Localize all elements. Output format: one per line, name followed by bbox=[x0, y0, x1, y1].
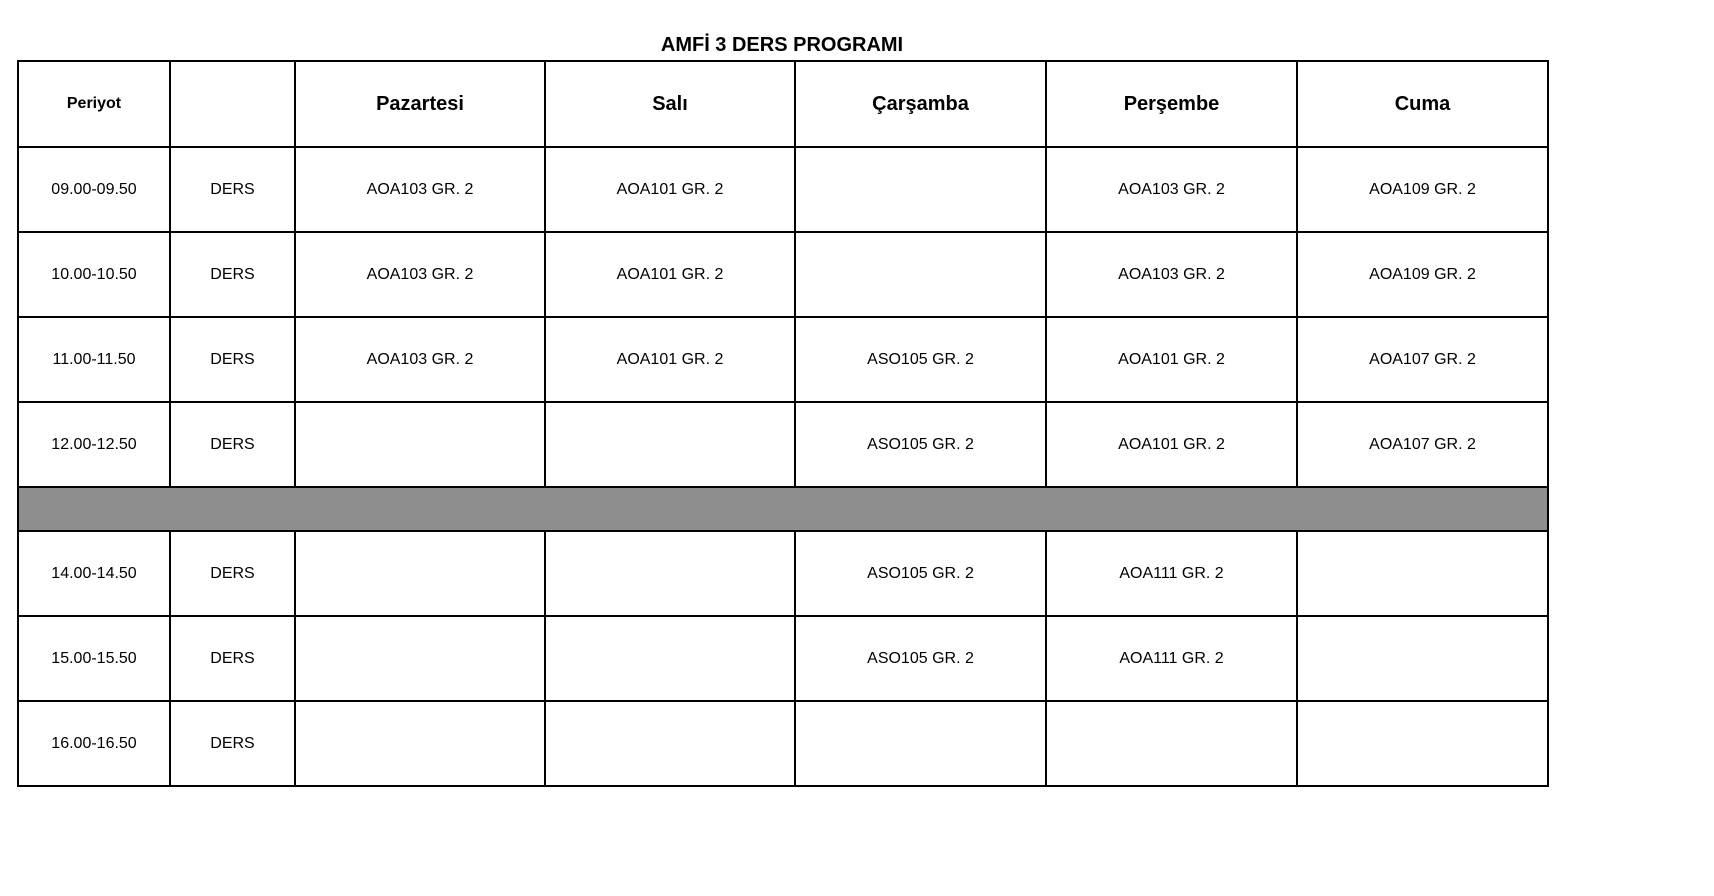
lunch-break-row bbox=[18, 487, 1548, 531]
course-cell: AOA103 GR. 2 bbox=[1046, 232, 1297, 317]
column-header-period: Periyot bbox=[18, 61, 170, 147]
period-time: 15.00-15.50 bbox=[18, 616, 170, 701]
header-row bbox=[18, 61, 1548, 147]
period-time: 11.00-11.50 bbox=[18, 317, 170, 402]
course-cell bbox=[795, 147, 1046, 232]
period-time: 09.00-09.50 bbox=[18, 147, 170, 232]
column-header-tuesday: Salı bbox=[545, 61, 795, 147]
table-row bbox=[18, 531, 1548, 616]
period-time: 14.00-14.50 bbox=[18, 531, 170, 616]
table-row bbox=[18, 232, 1548, 317]
column-header-monday: Pazartesi bbox=[295, 61, 545, 147]
course-cell: AOA103 GR. 2 bbox=[295, 317, 545, 402]
course-cell bbox=[545, 701, 795, 786]
course-cell: AOA101 GR. 2 bbox=[1046, 317, 1297, 402]
table-row bbox=[18, 147, 1548, 232]
course-cell: ASO105 GR. 2 bbox=[795, 317, 1046, 402]
course-cell: AOA101 GR. 2 bbox=[545, 317, 795, 402]
course-cell: AOA103 GR. 2 bbox=[295, 232, 545, 317]
course-cell: ASO105 GR. 2 bbox=[795, 531, 1046, 616]
course-cell bbox=[295, 402, 545, 487]
course-cell: AOA101 GR. 2 bbox=[545, 232, 795, 317]
period-time: 10.00-10.50 bbox=[18, 232, 170, 317]
course-cell bbox=[545, 616, 795, 701]
course-cell bbox=[295, 531, 545, 616]
course-cell: AOA107 GR. 2 bbox=[1297, 317, 1548, 402]
period-time: 12.00-12.50 bbox=[18, 402, 170, 487]
course-cell bbox=[1046, 701, 1297, 786]
course-cell: AOA111 GR. 2 bbox=[1046, 616, 1297, 701]
course-cell: AOA109 GR. 2 bbox=[1297, 232, 1548, 317]
column-header-friday: Cuma bbox=[1297, 61, 1548, 147]
course-cell bbox=[545, 402, 795, 487]
period-type: DERS bbox=[170, 402, 295, 487]
table-row bbox=[18, 317, 1548, 402]
course-cell bbox=[1297, 531, 1548, 616]
course-cell: AOA103 GR. 2 bbox=[1046, 147, 1297, 232]
course-cell bbox=[1297, 616, 1548, 701]
course-cell bbox=[1297, 701, 1548, 786]
course-cell bbox=[545, 531, 795, 616]
course-cell: ASO105 GR. 2 bbox=[795, 402, 1046, 487]
course-cell bbox=[295, 616, 545, 701]
period-type: DERS bbox=[170, 531, 295, 616]
table-row bbox=[18, 616, 1548, 701]
course-cell bbox=[795, 232, 1046, 317]
period-type: DERS bbox=[170, 317, 295, 402]
column-header-wednesday: Çarşamba bbox=[795, 61, 1046, 147]
period-time: 16.00-16.50 bbox=[18, 701, 170, 786]
course-cell: AOA101 GR. 2 bbox=[545, 147, 795, 232]
column-header-thursday: Perşembe bbox=[1046, 61, 1297, 147]
period-type: DERS bbox=[170, 232, 295, 317]
table-row bbox=[18, 402, 1548, 487]
course-cell: AOA111 GR. 2 bbox=[1046, 531, 1297, 616]
course-cell: AOA101 GR. 2 bbox=[1046, 402, 1297, 487]
period-type: DERS bbox=[170, 147, 295, 232]
table-row bbox=[18, 701, 1548, 786]
page-title: AMFİ 3 DERS PROGRAMI bbox=[660, 34, 904, 56]
course-cell bbox=[795, 701, 1046, 786]
period-type: DERS bbox=[170, 701, 295, 786]
course-cell: AOA103 GR. 2 bbox=[295, 147, 545, 232]
course-cell: ASO105 GR. 2 bbox=[795, 616, 1046, 701]
course-cell bbox=[295, 701, 545, 786]
period-type: DERS bbox=[170, 616, 295, 701]
lunch-break-bar bbox=[18, 487, 1548, 531]
course-cell: AOA107 GR. 2 bbox=[1297, 402, 1548, 487]
course-cell: AOA109 GR. 2 bbox=[1297, 147, 1548, 232]
column-header-type bbox=[170, 61, 295, 147]
schedule-table bbox=[17, 60, 1549, 787]
